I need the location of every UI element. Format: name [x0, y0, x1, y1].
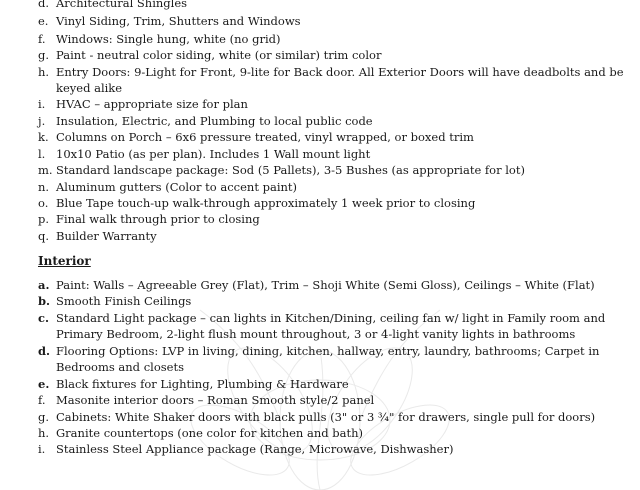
list-item: e. Black fixtures for Lighting, Plumbing & Hardware: [38, 377, 349, 391]
list-item: d. Architectural Shingles: [38, 0, 188, 10]
list-item: n. Aluminum gutters (Color to accent paint): [38, 180, 298, 194]
list-item: e. Vinyl Siding, Trim, Shutters and Windows: [38, 14, 301, 28]
list-item: h. Granite countertops (one color for kitchen and bath): [38, 426, 363, 440]
list-item: q. Builder Warranty: [38, 229, 157, 243]
list-item: a. Paint: Walls – Agreeable Grey (Flat), Trim – Shoji White (Semi Gloss), Ceilings – White (Flat): [38, 278, 595, 292]
list-item: k. Columns on Porch – 6x6 pressure treated, vinyl wrapped, or boxed trim: [38, 130, 474, 144]
list-item: p. Final walk through prior to closing: [38, 212, 260, 226]
list-item: g. Cabinets: White Shaker doors with black pulls (3" or 3 ¾" for drawers, single pull for doors): [38, 410, 596, 424]
list-item: c. Standard Light package – can lights in Kitchen/Dining, ceiling fan w/ light in Family room and: [38, 311, 606, 325]
list-item: b. Smooth Finish Ceilings: [38, 294, 192, 308]
list-item: o. Blue Tape touch-up walk-through approximately 1 week prior to closing: [38, 196, 476, 210]
list-item: j. Insulation, Electric, and Plumbing to local public code: [38, 114, 373, 128]
list-item-continuation: keyed alike: [56, 81, 123, 95]
list-item: g. Paint - neutral color siding, white (or similar) trim color: [38, 48, 382, 62]
list-item: h. Entry Doors: 9-Light for Front, 9-lite for Back door. All Exterior Doors will have deadbolts and be: [38, 65, 624, 79]
list-item-continuation: Primary Bedroom, 2-light flush mount throughout, 3 or 4-light vanity lights in bathrooms: [56, 327, 576, 341]
list-item: m. Standard landscape package: Sod (5 Pallets), 3-5 Bushes (as appropriate for lot): [38, 163, 525, 177]
list-item: d. Flooring Options: LVP in living, dining, kitchen, hallway, entry, laundry, bathrooms; Carpet in: [38, 344, 600, 358]
section-heading-interior: Interior: [38, 254, 91, 268]
list-item: i. Stainless Steel Appliance package (Range, Microwave, Dishwasher): [38, 442, 454, 456]
list-item: f. Windows: Single hung, white (no grid): [38, 32, 281, 46]
list-item: i. HVAC – appropriate size for plan: [38, 97, 248, 111]
list-item: l. 10x10 Patio (as per plan). Includes 1 Wall mount light: [38, 147, 371, 161]
list-item: f. Masonite interior doors – Roman Smooth style/2 panel: [38, 393, 375, 407]
list-item-continuation: Bedrooms and closets: [56, 360, 184, 374]
